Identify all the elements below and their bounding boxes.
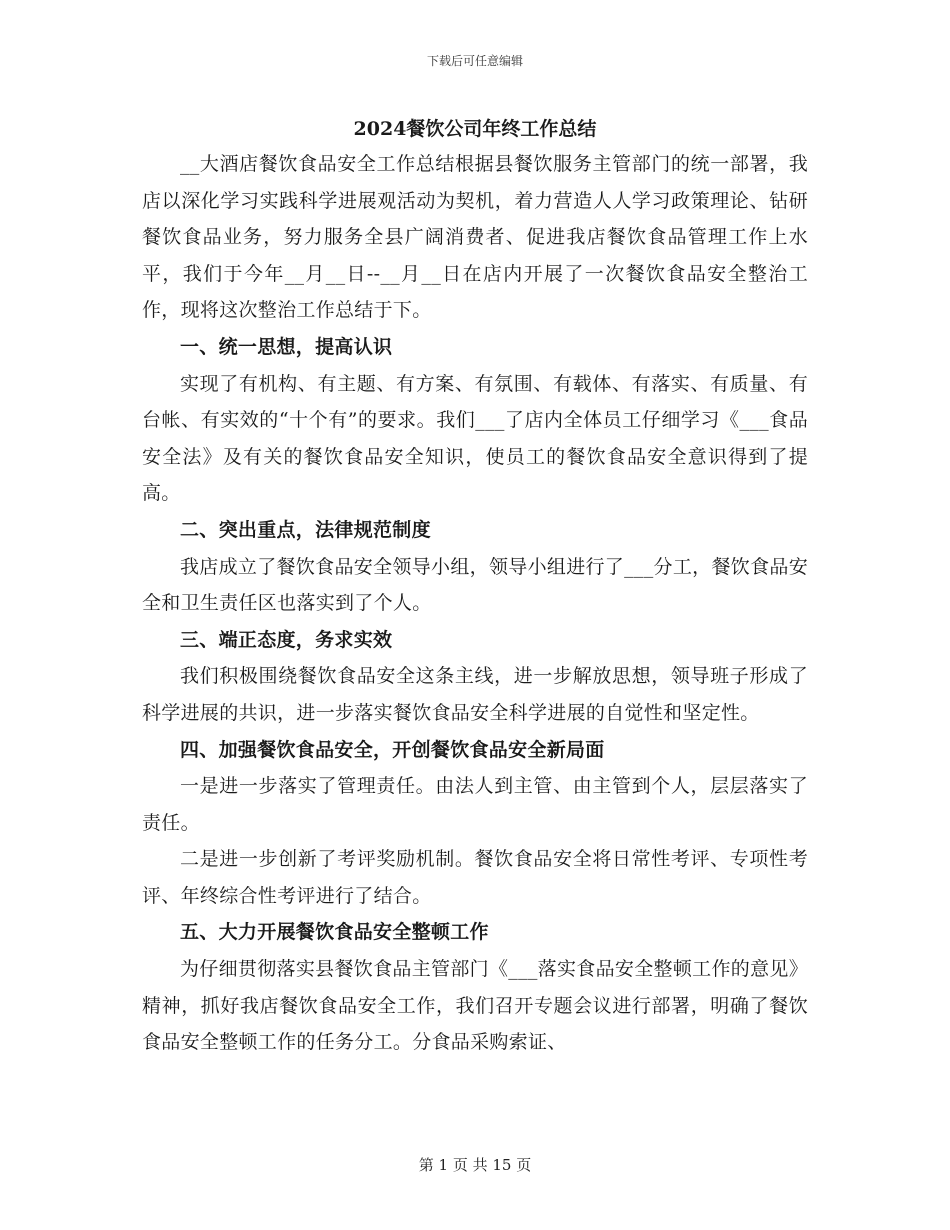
intro-paragraph: __大酒店餐饮食品安全工作总结根据县餐饮服务主管部门的统一部署，我店以深化学习实践科学进展观活动为契机，着力营造人人学习政策理论、钻研餐饮食品业务，努力服务全县广阔消费者、促进我店餐饮食品管理工作上水平，我们于今年__月__日--__月__日在店内开展了一次餐饮食品安全整治工作，现将这次整治工作总结于下。 <box>142 153 808 322</box>
document-body <box>142 112 808 1061</box>
section-heading-2: 二、突出重点，法律规范制度 <box>180 518 431 541</box>
section-3-paragraph-1: 我们积极围绕餐饮食品安全这条主线，进一步解放思想，领导班子形成了科学进展的共识，进一步落实餐饮食品安全科学进展的自觉性和坚定性。 <box>142 665 808 724</box>
page-header-note: 下载后可任意编辑 <box>426 54 523 68</box>
section-5-paragraph-1: 为仔细贯彻落实县餐饮食品主管部门《___落实食品安全整顿工作的意见》精神，抓好我店餐饮食品安全工作，我们召开专题会议进行部署，明确了餐饮食品安全整顿工作的任务分工。分食品采购索证、 <box>142 958 808 1054</box>
section-2-paragraph-1: 我店成立了餐饮食品安全领导小组，领导小组进行了___分工，餐饮食品安全和卫生责任区也落实到了个人。 <box>142 555 808 615</box>
section-4-paragraph-2: 二是进一步创新了考评奖励机制。餐饮食品安全将日常性考评、专项性考评、年终综合性考评进行了结合。 <box>142 848 808 907</box>
section-4-paragraph-1: 一是进一步落实了管理责任。由法人到主管、由主管到个人，层层落实了责任。 <box>142 775 808 834</box>
section-1-paragraph-1: 实现了有机构、有主题、有方案、有氛围、有载体、有落实、有质量、有台帐、有实效的“十个有”的要求。我们___了店内全体员工仔细学习《___食品安全法》及有关的餐饮食品安全知识，使员工的餐饮食品安全意识得到了提高。 <box>142 372 808 505</box>
page-number-indicator: 第 1 页 共 15 页 <box>418 1156 532 1174</box>
section-heading-5: 五、大力开展餐饮食品安全整顿工作 <box>180 921 489 944</box>
section-heading-1: 一、统一思想，提高认识 <box>180 335 393 358</box>
section-heading-4: 四、加强餐饮食品安全，开创餐饮食品安全新局面 <box>180 738 605 761</box>
document-title: 2024餐饮公司年终工作总结 <box>353 118 597 140</box>
section-heading-3: 三、端正态度，务求实效 <box>180 628 393 651</box>
